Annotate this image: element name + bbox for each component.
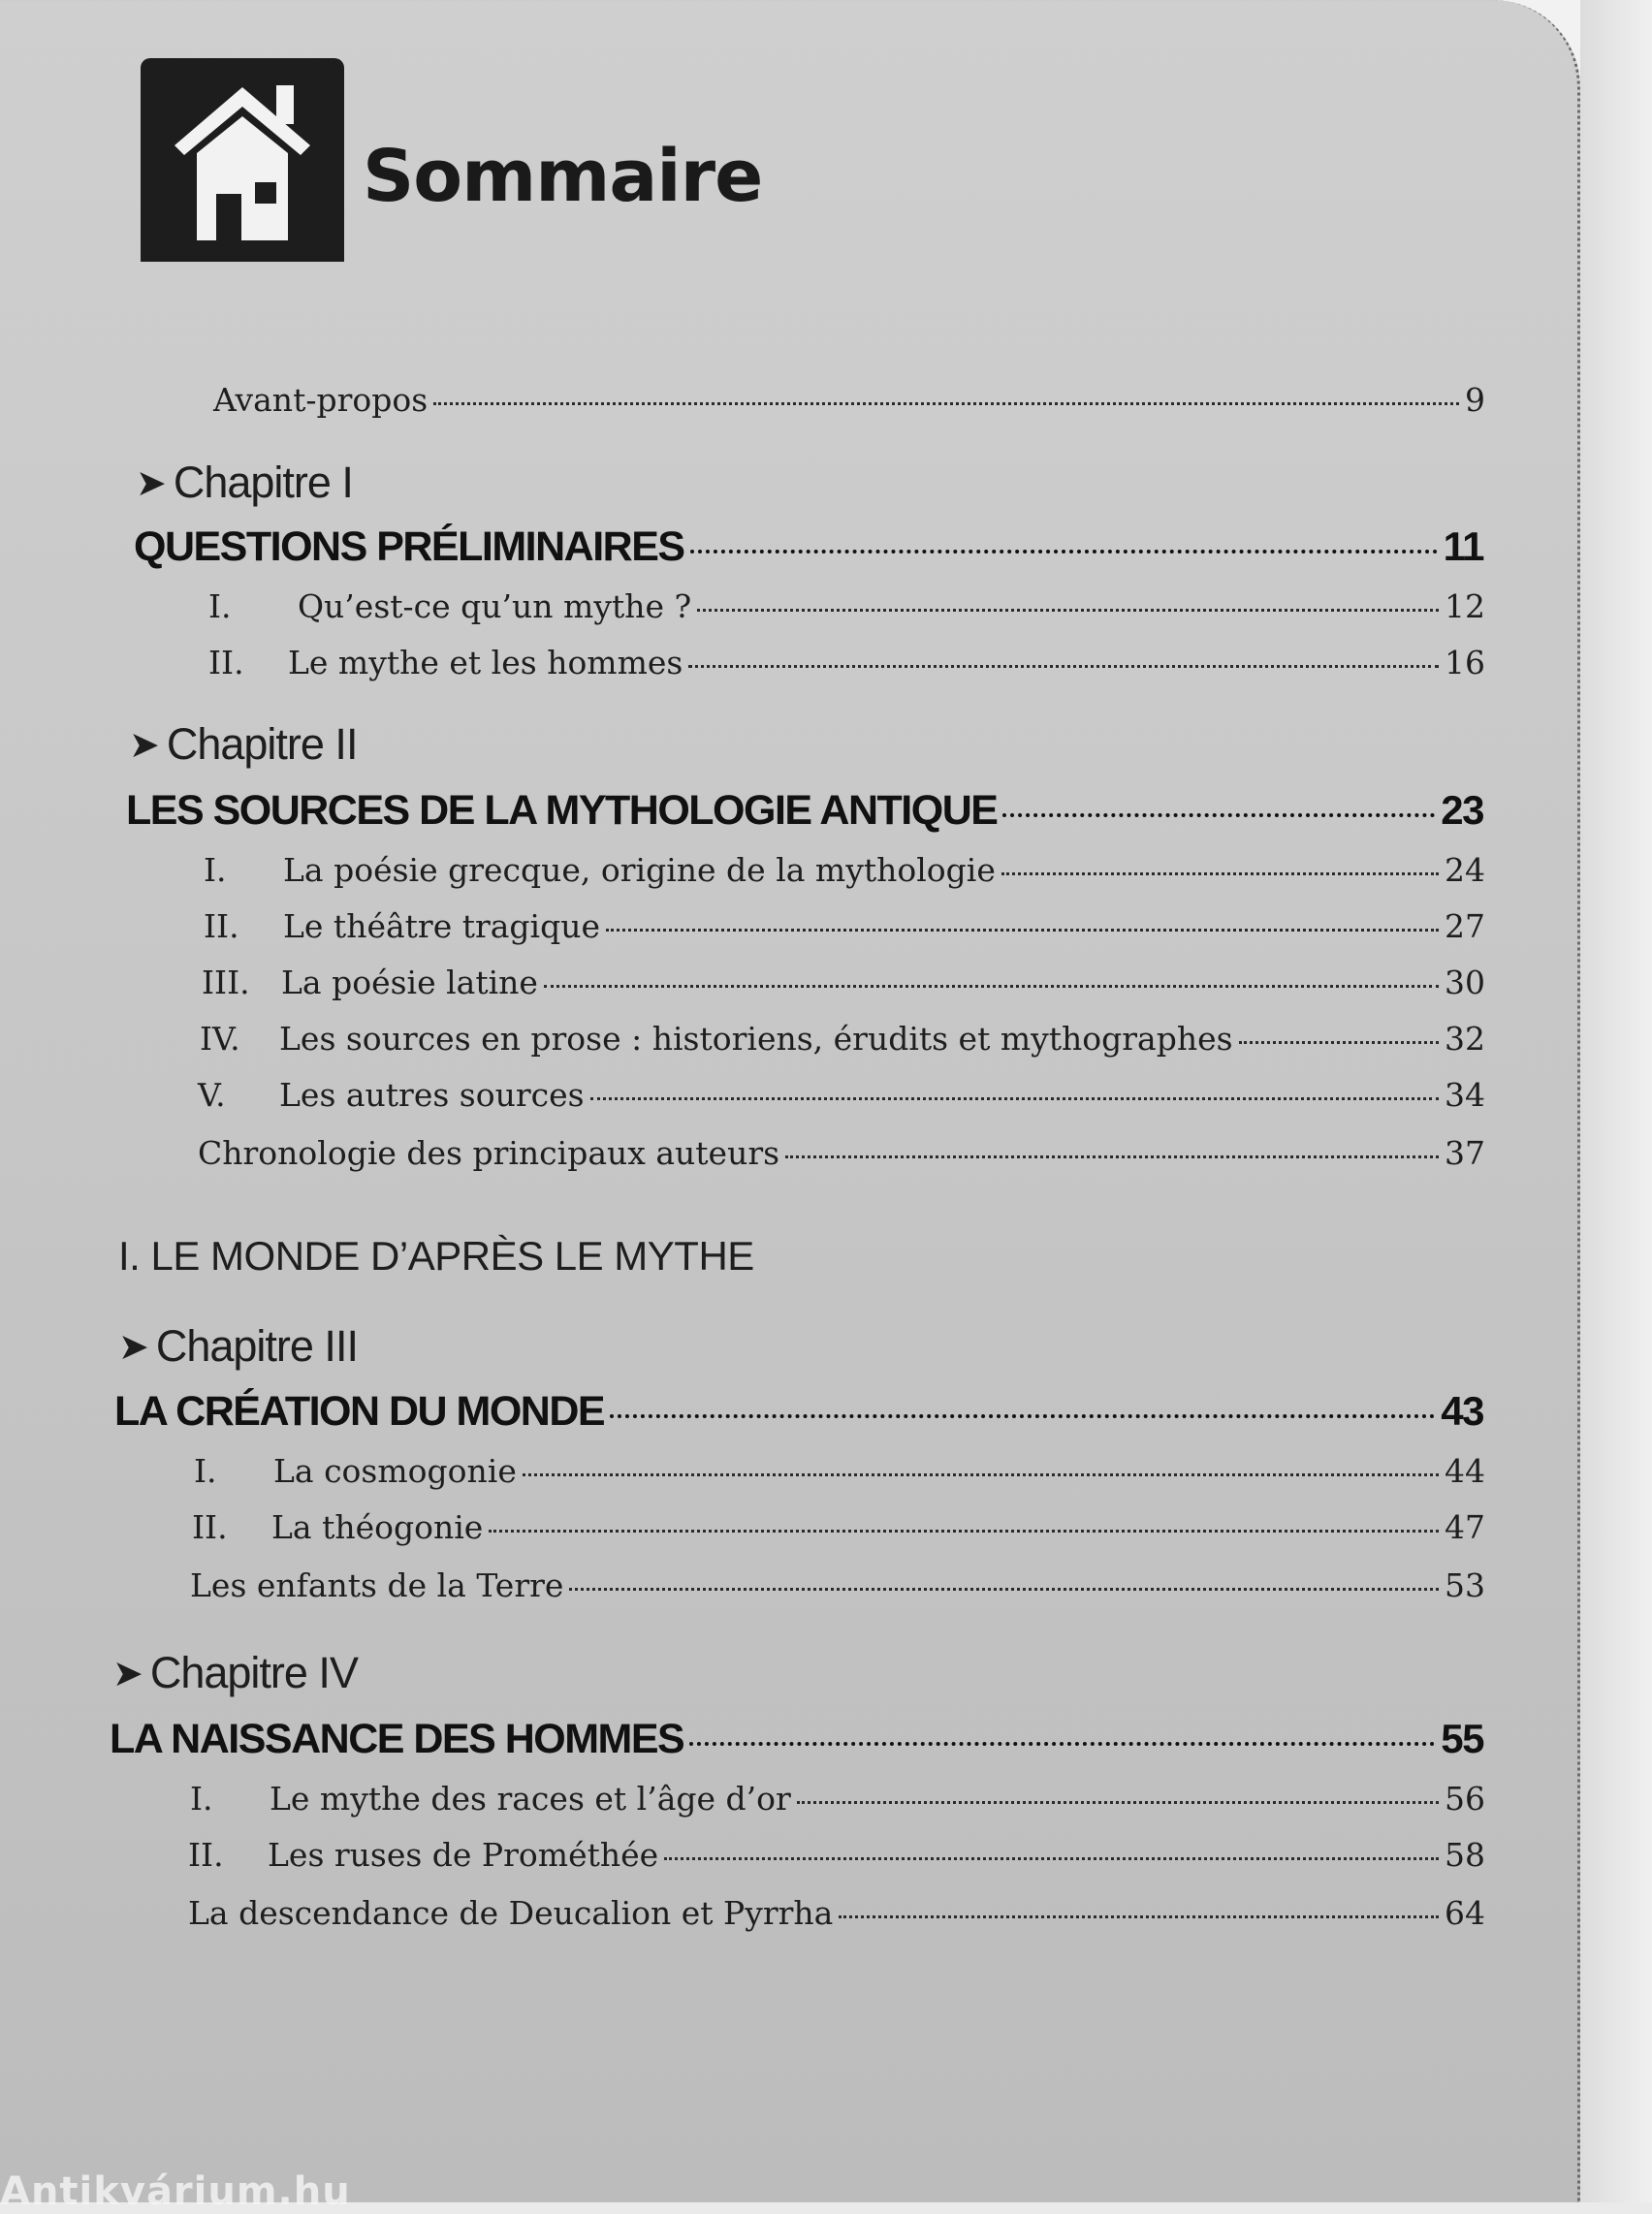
toc-page-number: 30 [1445, 964, 1485, 1001]
toc-page-number: 47 [1445, 1508, 1485, 1546]
toc-section-row [208, 644, 1485, 681]
toc-page-number: 27 [1445, 907, 1485, 945]
section-number: I. [194, 1452, 217, 1490]
toc-entry-label: Chronologie des principaux auteurs [198, 1134, 780, 1172]
chapter-label: Chapitre IV [149, 1648, 358, 1697]
toc-page-number: 11 [1443, 523, 1483, 569]
dot-leader [610, 1414, 1435, 1418]
toc-entry-label: Le théâtre tragique [283, 907, 601, 945]
toc-page-number: 64 [1445, 1894, 1485, 1932]
dot-leader [606, 929, 1439, 932]
dot-leader [590, 1097, 1439, 1100]
chapter-title: LA NAISSANCE DES HOMMES [110, 1716, 684, 1762]
toc-page-number: 34 [1445, 1076, 1485, 1114]
dot-leader [1002, 813, 1435, 817]
part-heading: I. LE MONDE D’APRÈS LE MYTHE [118, 1233, 754, 1279]
section-number: IV. [200, 1020, 240, 1058]
dot-leader [697, 609, 1439, 612]
toc-section-row [190, 1566, 1485, 1604]
dot-leader [664, 1857, 1439, 1860]
chapter-title: QUESTIONS PRÉLIMINAIRES [134, 523, 684, 570]
chapter-title-row [114, 1388, 1483, 1436]
toc-page-number: 9 [1465, 381, 1485, 419]
toc-page-number: 58 [1445, 1836, 1485, 1874]
dot-leader [489, 1530, 1439, 1533]
chapter-label: Chapitre I [173, 458, 353, 507]
toc-entry-label: Les enfants de la Terre [190, 1566, 564, 1604]
toc-section-row [202, 964, 1485, 1001]
arrow-icon: ➤ [118, 1326, 148, 1368]
section-number: I. [190, 1780, 213, 1818]
toc-section-row [194, 1452, 1485, 1490]
toc-entry-label: Les sources en prose : historiens, érudits et mythographes [279, 1020, 1233, 1058]
chapter-title-row [126, 787, 1483, 835]
section-number: I. [204, 851, 227, 889]
section-number: III. [202, 964, 250, 1001]
toc-section-row [192, 1508, 1485, 1546]
section-number: II. [188, 1836, 224, 1874]
toc-section-row [190, 1780, 1485, 1818]
dot-leader [797, 1801, 1439, 1804]
toc-page-number: 55 [1441, 1716, 1483, 1761]
dot-leader [689, 1742, 1435, 1746]
toc-entry-label: La théogonie [271, 1508, 484, 1546]
toc-page-number: 37 [1445, 1134, 1485, 1172]
section-number: II. [192, 1508, 228, 1546]
dot-leader [433, 402, 1459, 405]
toc-page-number: 16 [1445, 644, 1485, 681]
home-icon [141, 58, 344, 262]
toc-entry-label: Le mythe des races et l’âge d’or [270, 1780, 791, 1818]
toc-entry-label: Les autres sources [279, 1076, 585, 1114]
dot-leader [688, 665, 1439, 668]
chapter-label: Chapitre III [155, 1321, 358, 1371]
toc-intro-row [213, 381, 1485, 419]
dot-leader [1239, 1041, 1439, 1044]
toc-page-number: 43 [1441, 1388, 1483, 1434]
chapter-title-row [134, 523, 1483, 571]
toc-section-row [198, 1076, 1485, 1114]
dot-leader [569, 1588, 1439, 1591]
section-number: II. [208, 644, 244, 681]
toc-entry-label: La poésie latine [281, 964, 538, 1001]
dot-leader [544, 985, 1439, 988]
chapter-title: LA CRÉATION DU MONDE [114, 1388, 605, 1435]
toc-section-row [188, 1836, 1485, 1874]
chapter-heading [136, 458, 353, 508]
toc-section-row [200, 1020, 1485, 1058]
toc-entry-label: Le mythe et les hommes [288, 644, 683, 681]
toc-entry-label: La descendance de Deucalion et Pyrrha [188, 1894, 834, 1932]
toc-page-number: 32 [1445, 1020, 1485, 1058]
toc-section-row [204, 907, 1485, 945]
dot-leader [523, 1473, 1439, 1476]
toc-entry-label: Les ruses de Prométhée [268, 1836, 659, 1874]
page-edge [1580, 0, 1652, 2202]
section-number: V. [198, 1076, 226, 1114]
toc-section-row [188, 1894, 1485, 1932]
dot-leader [1001, 872, 1439, 875]
dot-leader [690, 550, 1438, 554]
dot-leader [785, 1155, 1439, 1158]
arrow-icon: ➤ [129, 724, 159, 766]
section-number: II. [204, 907, 239, 945]
toc-page-number: 24 [1445, 851, 1485, 889]
watermark: Antikvárium.hu [0, 2169, 351, 2214]
chapter-heading [129, 719, 357, 770]
chapter-heading [118, 1321, 358, 1372]
chapter-label: Chapitre II [166, 719, 358, 769]
toc-section-row [204, 851, 1485, 889]
chapter-title-row [110, 1716, 1483, 1763]
toc-page-number: 23 [1441, 787, 1483, 833]
toc-page-number: 56 [1445, 1780, 1485, 1818]
toc-entry-label: La cosmogonie [273, 1452, 517, 1490]
toc-section-row [198, 1134, 1485, 1172]
page-title: Sommaire [363, 135, 763, 218]
arrow-icon: ➤ [136, 462, 166, 504]
toc-page-number: 44 [1445, 1452, 1485, 1490]
chapter-heading [112, 1648, 358, 1698]
toc-entry-label: Qu’est-ce qu’un mythe ? [298, 587, 692, 625]
chapter-title: LES SOURCES DE LA MYTHOLOGIE ANTIQUE [126, 787, 998, 834]
toc-page-number: 53 [1445, 1566, 1485, 1604]
toc-entry-label: La poésie grecque, origine de la mythologie [283, 851, 996, 889]
dot-leader [839, 1915, 1439, 1918]
toc-section-row [208, 587, 1485, 625]
toc-entry-label: Avant-propos [213, 381, 429, 419]
arrow-icon: ➤ [112, 1653, 143, 1694]
toc-page-number: 12 [1445, 587, 1485, 625]
section-number: I. [208, 587, 232, 625]
